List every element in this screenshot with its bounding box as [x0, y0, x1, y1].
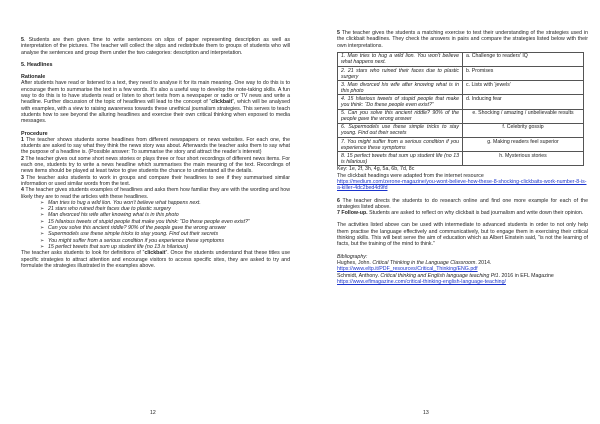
strategy-cell: f. Celebrity gossip: [463, 123, 584, 137]
closing-text-a: The teacher asks students to look for definitions of “: [21, 250, 145, 257]
headline-cell: 6. Supermodels use these simple tricks to stay young. Find out their secrets: [338, 123, 463, 137]
conclusion-paragraph: The activities listed above can be used with intermediate to advanced students in order to not only help them practise the language effectively and communicatively, but to engage them in exercising their critical thinking skills. This will best serve the aim of education which as Albert Einstein said, “is not the learning of facts, but the training of the mind to think.”: [337, 222, 588, 248]
bib-year: . 2016 in EFL Magazine: [498, 272, 554, 279]
strategy-cell: d. Inducing fear: [463, 95, 584, 109]
source-link[interactable]: https://medium.com/zerone-magazine/you-wont-believe-how-these-8-shocking-clickbaits-work-number-8-is-a-killer-4dc2bed4d9fd: [337, 178, 587, 192]
clickbait-term: clickbait: [211, 99, 233, 106]
list-item: ➢ Can you solve this ancient riddle? 90% of the people gave the wrong answer: [48, 225, 290, 231]
step-label: 7 Follow-up.: [337, 210, 368, 217]
bibliography-link-2-wrap: [337, 279, 588, 285]
strategy-cell: c. Lists with ‘jewels’: [463, 81, 584, 95]
bib-author: Schmidt, Anthony.: [337, 272, 381, 279]
step-text: The teacher gives the students a matching exercise to test their understanding of the strategies used in the clickbait headlines. They check the answers in pairs and compare the strategies listed below with their own interpretations.: [337, 30, 588, 49]
step-text: The teacher gives out some short news stories or plays three or four short recordings of different news items. For each one, students try to write a news headline which summarises the main meaning of the text. Recordings of news items should be played at least twice to give students the chance to understand all the details.: [21, 155, 290, 175]
bib-title: Critical thinking and English language teaching Pt1: [380, 272, 499, 279]
rationale-paragraph: [21, 80, 290, 124]
list-item: ➢ 21 stars who ruined their faces due to plastic surgery: [48, 206, 290, 212]
page-number: 12: [150, 410, 156, 416]
step-number: 2: [21, 155, 24, 162]
clickbait-term: clickbait: [144, 250, 166, 257]
table-row: [338, 109, 584, 123]
procedure-step-6: [337, 198, 588, 211]
step-number: 6: [337, 197, 340, 204]
procedure-heading: Procedure: [21, 130, 48, 137]
headline-cell: 3. Man divorced his wife after knowing what is in this photo: [338, 81, 463, 95]
step-text: The teacher directs the students to do research online and find one more example for each of the strategies listed above.: [337, 197, 588, 210]
table-row: [338, 152, 584, 166]
headline-cell: 7. You might suffer from a serious condition if you experience these symptoms: [338, 138, 463, 152]
table-row: [338, 67, 584, 81]
strategy-cell: b. Promises: [463, 67, 584, 81]
strategy-cell: g. Making readers feel superior: [463, 138, 584, 152]
headline-examples-list: [21, 200, 290, 250]
rationale-heading: Rationale: [21, 74, 46, 81]
list-item: ➢ Man divorced his wife after knowing what is in this photo: [48, 212, 290, 218]
procedure-step-1: [21, 137, 290, 156]
intro-paragraph: [21, 37, 290, 56]
table-row: [338, 123, 584, 137]
step-text: The teacher gives students examples of headlines and asks them how familiar they are with the wording and how likely they are to read the articles with these headlines.: [21, 187, 290, 200]
procedure-step-7: [337, 210, 588, 216]
step-number: 5: [21, 37, 24, 43]
bib-title: Critical Thinking in the Language Classroom: [372, 259, 476, 266]
bibliography-link-1[interactable]: https://www.eltp.it/PDF_resources/Critical_Thinking/ENG.pdf: [337, 266, 478, 273]
step-text: The teacher shows students some headlines from different newspapers or news websites. For each one, the students are asked to say what they think the news story was about. Afterwards the teacher asks them to say what the purpose of a headline is. (Possible answer: To summarise the story and attract the reader’s interest): [21, 136, 290, 156]
step-number: 1: [21, 136, 24, 143]
table-row: [338, 81, 584, 95]
headline-cell: 1. Man tries to hug a wild lion. You won’t believe what happens next.: [338, 52, 463, 66]
strategy-cell: a. Challenge to readers’ IQ: [463, 52, 584, 66]
list-item: ➢ Man tries to hug a wild lion. You won’t believe what happens next.: [48, 200, 290, 206]
rationale-text-b: ”, which will be analysed with examples, with a view to raising awareness towards these unethical journalism strategies. This serves to teach students how to see beyond the alluring headlines and exercise their own critical thinking when exposed to media messages.: [21, 99, 290, 125]
step-number: 4: [21, 187, 24, 194]
headline-cell: 5. Can you solve this ancient riddle? 90% of the people gave the wrong answer: [338, 109, 463, 123]
headline-cell: 4. 15 hilarious tweets of stupid people that make you think: “Do these people even exist?”: [338, 95, 463, 109]
step-number: 5: [337, 30, 340, 36]
bib-year: . 2014.: [475, 259, 492, 266]
headline-cell: 8. 15 perfect tweets that sum up student life (no 13 is hilarious): [338, 152, 463, 166]
list-item: ➢ 15 hilarious tweets of stupid people that make you think: “Do these people even exist?”: [48, 219, 290, 225]
intro-text: . Students are then given time to write sentences on slips of paper representing description as well as interpretation of the pictures. The teacher will collect the slips and redistribute them to groups of students who will analyse the sentences and group them under the two categories: description and interpretation.: [21, 37, 290, 56]
step-text: Students are asked to reflect on why clickbait is bad journalism and write down their opinion.: [367, 210, 584, 217]
list-item: ➢ 15 perfect tweets that sum up student life (no 13 is hilarious): [48, 244, 290, 250]
rationale-text-a: After students have read or listened to a text, they need to analyse it for its main meaning. One way to do this is to encourage them to summarise the text in a few words. It’s also a useful way to develop the note-taking skills. A fun way to do this is to have students read or listen to short texts from a newspaper or radio or TV news and write a headline. Further discussion of the topic of headlines will lead to the concept of “: [21, 80, 290, 106]
section-heading: 5. Headlines: [21, 61, 53, 68]
procedure-step-4: [21, 187, 290, 200]
matching-table: [337, 52, 584, 167]
table-row: [338, 138, 584, 152]
closing-text-b: ”. Once the students understand that these titles use specific strategies to attract attention and encourage visitors to access specific sites, they are asked to try and formulate the strategies illustrated in the examples above.: [21, 250, 290, 269]
list-item: ➢ Supermodels use these simple tricks to stay young. Find out their secrets: [48, 231, 290, 237]
bibliography-link-2[interactable]: https://www.eflmagazine.com/critical-thinking-english-language-teaching/: [337, 278, 506, 285]
table-row: [338, 95, 584, 109]
headline-cell: 2. 21 stars who ruined their faces due to plastic surgery: [338, 67, 463, 81]
procedure-step-3: [21, 175, 290, 188]
step-text: The teacher asks students to work in groups and compare their headlines to see if they summarised similar information or used similar words from the text.: [21, 174, 290, 187]
procedure-step-2: [21, 156, 290, 175]
bibliography-heading-text: Bibliography:: [337, 253, 368, 260]
strategy-cell: h. Mysterious stories: [463, 152, 584, 166]
right-page: [300, 0, 600, 424]
list-item: ➢ You might suffer from a serious condition if you experience these symptoms: [48, 238, 290, 244]
source-note: The clickbait headings were adapted from the internet resource: [337, 172, 484, 179]
step-number: 3: [21, 174, 24, 181]
bib-author: Hughes, John.: [337, 259, 373, 266]
source-link-wrap: [337, 179, 588, 192]
answer-key: Key: 1e, 2f, 3h, 4g, 5a, 6b, 7d, 8c: [337, 166, 415, 173]
page-number: 13: [423, 410, 429, 416]
table-row: [338, 52, 584, 66]
closing-paragraph: [21, 250, 290, 269]
strategy-cell: e. Shocking / amazing / unbelievable results: [463, 109, 584, 123]
procedure-step-5: [337, 30, 588, 49]
